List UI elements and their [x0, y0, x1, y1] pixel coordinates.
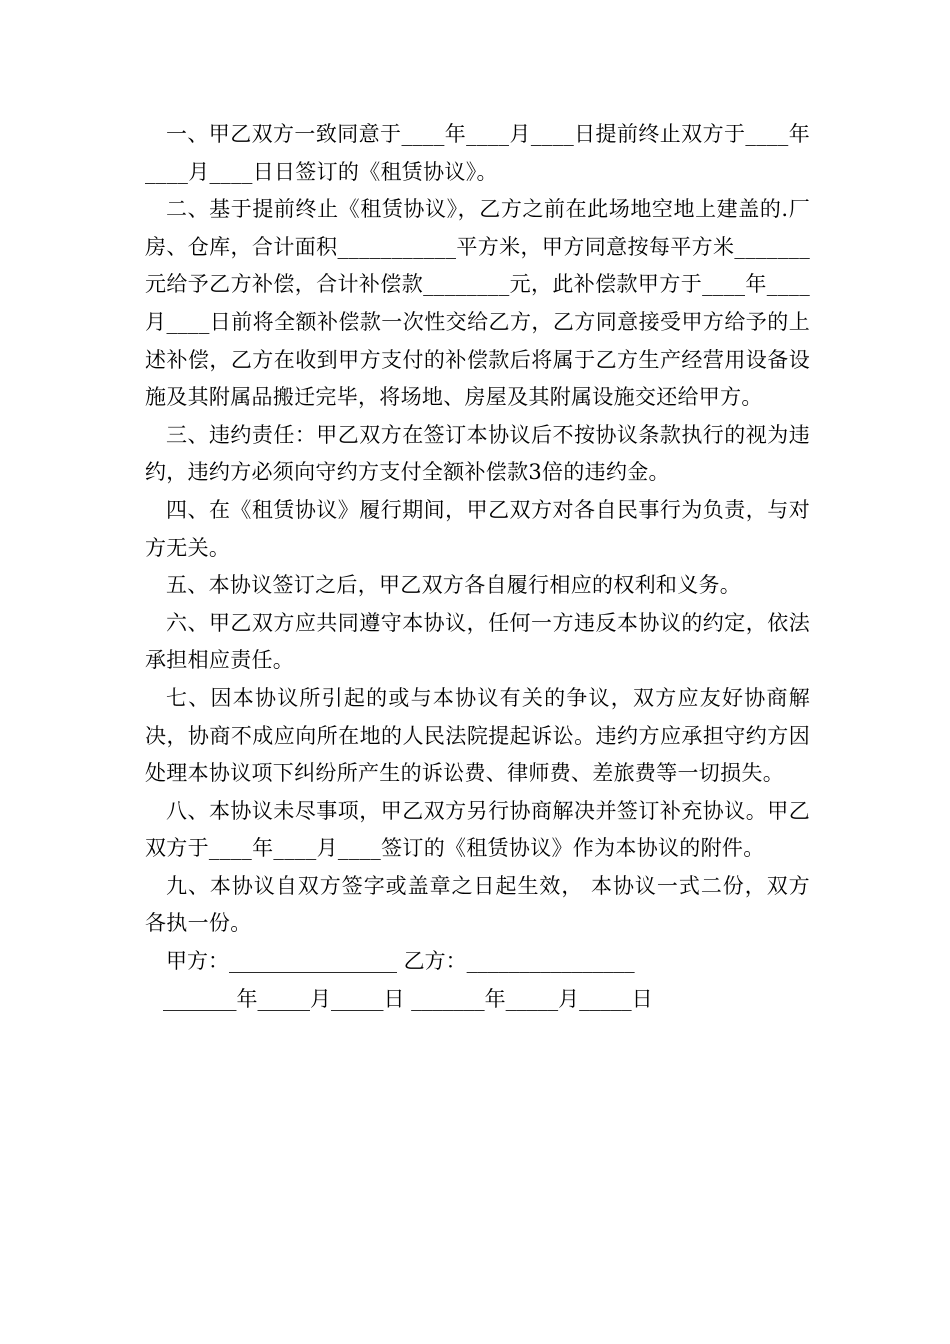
- clause-3: 三、违约责任：甲乙双方在签订本协议后不按协议条款执行的视为违约，违约方必须向守约方支付全额补偿款3倍的违约金。: [145, 422, 810, 485]
- clause-7: 七、因本协议所引起的或与本协议有关的争议，双方应友好协商解决，协商不成应向所在地的人民法院提起诉讼。违约方应承担守约方因处理本协议项下纠纷所产生的诉讼费、律师费、差旅费等一切损失。: [145, 685, 810, 786]
- signature-parties-line: 甲方：________________ 乙方：________________: [166, 949, 635, 974]
- clause-2: 二、基于提前终止《租赁协议》，乙方之前在此场地空地上建盖的.厂房、仓库，合计面积___________平方米，甲方同意按每平方米_______ 元给予乙方补偿，合计补偿款________元，此补偿款甲方于____年____月____日前将全额补偿款一次性交给乙方，乙方同意接受甲方给予的上述补偿，乙方在收到甲方支付的补偿款后将属于乙方生产经营用设备设施及其附属品搬迁完毕，将场地、房屋及其附属设施交还给甲方。: [145, 197, 810, 410]
- clause-4: 四、在《租赁协议》履行期间，甲乙双方对各自民事行为负责，与对方无关。: [145, 497, 810, 560]
- clause-9: 九、本协议自双方签字或盖章之日起生效， 本协议一式二份，双方各执一份。: [145, 873, 810, 936]
- clause-6: 六、甲乙双方应共同遵守本协议，任何一方违反本协议的约定，依法承担相应责任。: [145, 610, 810, 673]
- clause-5: 五、本协议签订之后，甲乙双方各自履行相应的权利和义务。: [166, 573, 742, 598]
- clause-1: 一、甲乙双方一致同意于____年____月____日提前终止双方于____年____月____日日签订的《租赁协议》。: [145, 122, 810, 184]
- clause-8: 八、本协议未尽事项，甲乙双方另行协商解决并签订补充协议。甲乙双方于____年____月____签订的《租赁协议》作为本协议的附件。: [145, 798, 810, 861]
- document-body: [145, 116, 810, 1018]
- signature-dates-line: _______年_____月_____日 _______年_____月_____日: [163, 986, 653, 1011]
